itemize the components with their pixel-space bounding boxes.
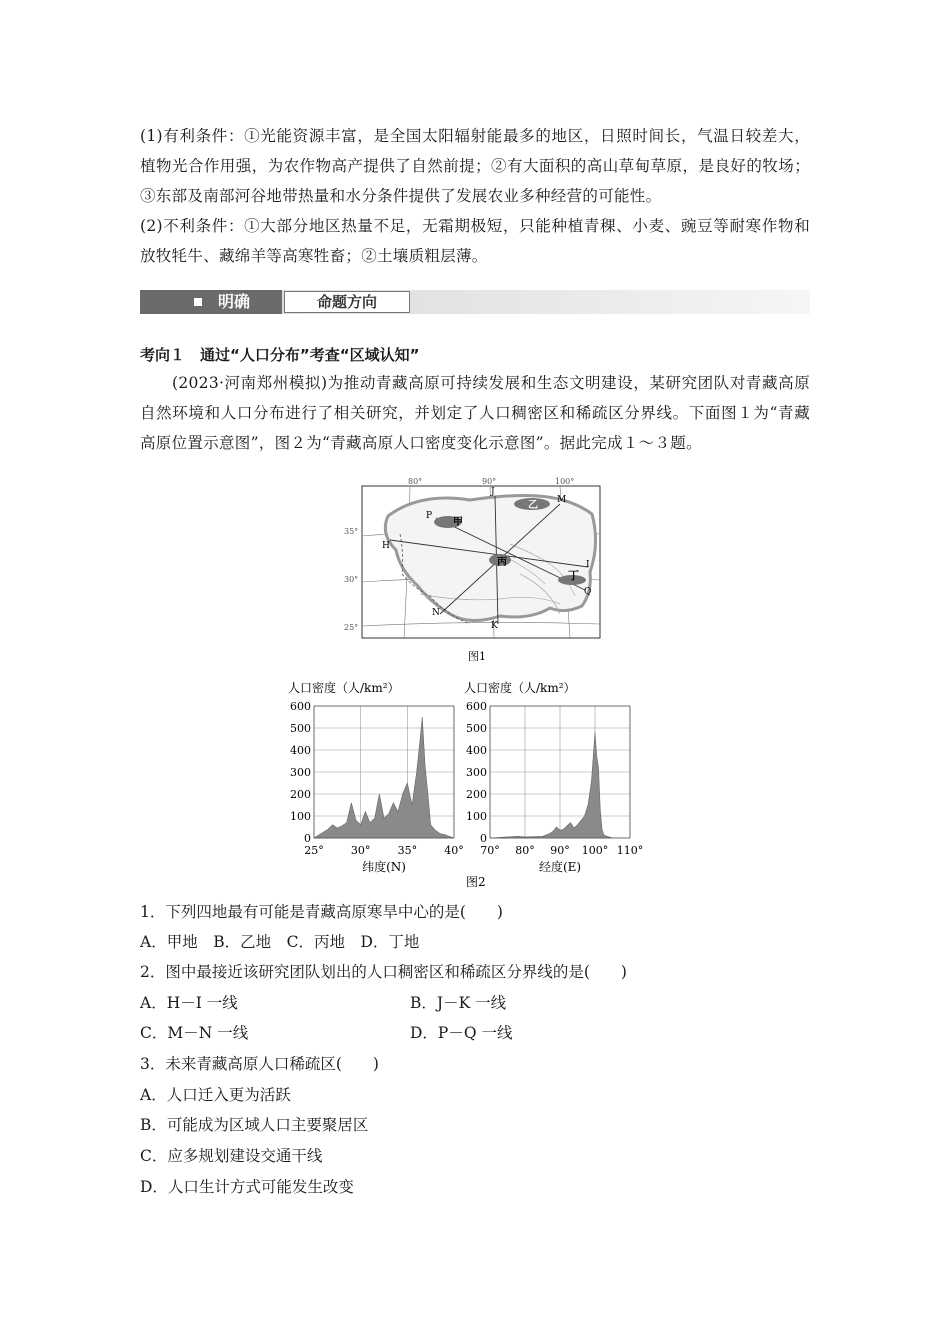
question-1-options: A．甲地 B．乙地 C．丙地 D．丁地 [140,933,420,951]
x-tick-label: 25° [304,844,324,857]
y-tick-label: 500 [466,722,487,735]
y-tick-label: 400 [290,744,311,757]
region-label: 丙 [497,557,507,568]
x-tick-label: 35° [397,844,418,857]
intro-paragraph: (2023·河南郑州模拟)为推动青藏高原可持续发展和生态文明建设，某研究团队对青藏高原自然环境和人口分布进行了相关研究，并划定了人口稠密区和稀疏区分界线。下面图１为“青藏高原位置示意图”，图２为“青藏高原人口密度变化示意图”。据此完成１～３题。 [140,374,810,452]
chart-caption: 图2 [466,875,486,889]
y-tick-label: 100 [290,810,311,823]
x-tick-label: 90° [550,844,570,857]
x-tick-label: 110° [616,844,644,857]
point-label: N [432,608,440,618]
point-label: M [557,495,567,505]
lon-label: 90° [482,477,497,486]
section-banner [140,290,810,314]
unfavorable-conditions: (2)不利条件：①大部分地区热量不足，无霜期极短，只能种植青稞、小麦、豌豆等耐寒作物和放牧牦牛、藏绵羊等高寒牲畜；②土壤质粗层薄。 [140,217,810,265]
point-label: K [491,621,498,631]
question-2-option-b: B．J－K 一线 [410,994,507,1012]
y-tick-label: 0 [480,832,487,845]
direction-title: 考向１ 通过“人口分布”考查“区域认知” [140,346,420,364]
y-tick-label: 200 [290,788,311,801]
y-tick-label: 400 [466,744,487,757]
region-label: 乙 [528,500,538,511]
favorable-conditions: (1)有利条件：①光能资源丰富，是全国太阳辐射能最多的地区，日照时间长，气温日较差大，植物光合作用强，为农作物高产提供了自然前提；②有大面积的高山草甸草原，是良好的牧场；③东部及南部河谷地带热量和水分条件提供了发展农业多种经营的可能性。 [140,127,810,205]
y-tick-label: 500 [290,722,311,735]
point-label: J [491,487,495,497]
x-tick-label: 30° [350,844,371,857]
banner-left [140,290,282,314]
question-2-option-a: A．H－I 一线 [140,994,238,1012]
lat-label: 35° [344,527,359,536]
point-label: P [426,511,433,521]
question-2-stem: 2．图中最接近该研究团队划出的人口稠密区和稀疏区分界线的是( ) [140,963,627,981]
question-3-option-d: D．人口生计方式可能发生改变 [140,1178,354,1196]
chart-title: 人口密度（人/km²） [464,681,576,695]
density-area [490,732,613,838]
y-tick-label: 300 [290,766,311,779]
question-2-option-d: D．P－Q 一线 [410,1024,513,1042]
y-tick-label: 200 [466,788,487,801]
lat-label: 25° [344,623,359,632]
region-label: 甲 [453,517,463,528]
x-tick-label: 40° [444,844,464,857]
x-axis-label: 纬度(N) [362,860,406,874]
density-area [314,717,454,838]
y-tick-label: 300 [466,766,487,779]
point-label: H [382,541,390,551]
question-3-option-a: A．人口迁入更为活跃 [140,1086,291,1104]
point-label: Q [584,587,592,597]
question-3-stem: 3．未来青藏高原人口稀疏区( ) [140,1055,379,1073]
x-tick-label: 80° [515,844,535,857]
question-2-option-c: C．M－N 一线 [140,1024,249,1042]
x-tick-label: 100° [581,844,609,857]
x-axis-label: 经度(E) [538,860,582,874]
density-charts [288,676,668,892]
x-tick-label: 70° [480,844,500,857]
y-tick-label: 600 [290,700,311,713]
plateau-map [344,474,605,666]
banner-right-label: 命题方向 [284,291,410,313]
point-label: I [586,560,590,570]
map-caption: 图1 [468,650,486,663]
y-tick-label: 0 [304,832,311,845]
lon-label: 80° [408,477,423,486]
question-1-stem: 1．下列四地最有可能是青藏高原寒旱中心的是( ) [140,903,503,921]
chart-title: 人口密度（人/km²） [288,681,400,695]
lon-label: 100° [555,477,575,486]
banner-left-label: 明确 [218,292,251,311]
square-icon [194,298,202,306]
y-tick-label: 100 [466,810,487,823]
y-tick-label: 600 [466,700,487,713]
question-3-option-c: C．应多规划建设交通干线 [140,1147,323,1165]
question-3-option-b: B．可能成为区域人口主要聚居区 [140,1116,369,1134]
region-label: 丁 [568,569,579,582]
lat-label: 30° [344,575,359,584]
